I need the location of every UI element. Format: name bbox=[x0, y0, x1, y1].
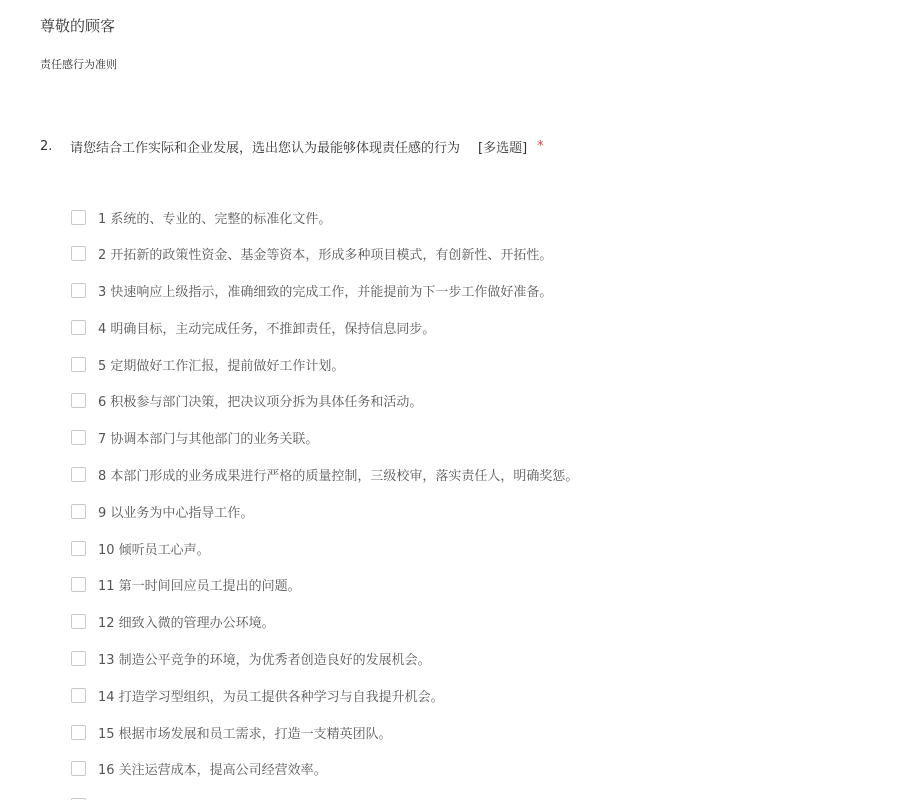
option-label: 10 倾听员工心声。 bbox=[98, 542, 210, 558]
option-item[interactable] bbox=[71, 242, 578, 266]
checkbox[interactable] bbox=[71, 430, 86, 445]
checkbox[interactable] bbox=[71, 688, 86, 703]
question-title bbox=[40, 136, 544, 156]
checkbox[interactable] bbox=[71, 761, 86, 776]
option-item[interactable] bbox=[71, 536, 578, 560]
option-list bbox=[71, 205, 578, 800]
option-label: 1 系统的、专业的、完整的标准化文件。 bbox=[98, 211, 332, 227]
checkbox[interactable] bbox=[71, 283, 86, 298]
question-text: 请您结合工作实际和企业发展，选出您认为最能够体现责任感的行为 bbox=[70, 140, 461, 156]
option-label: 14 打造学习型组织，为员工提供各种学习与自我提升机会。 bbox=[98, 689, 444, 705]
option-label: 3 快速响应上级指示，准确细致的完成工作，并能提前为下一步工作做好准备。 bbox=[98, 285, 553, 301]
option-label: 8 本部门形成的业务成果进行严格的质量控制，三级校审，落实责任人，明确奖惩。 bbox=[98, 469, 579, 485]
checkbox[interactable] bbox=[71, 651, 86, 666]
required-mark: * bbox=[537, 138, 544, 154]
option-item[interactable] bbox=[71, 683, 578, 707]
checkbox[interactable] bbox=[71, 577, 86, 592]
option-label: 11 第一时间回应员工提出的问题。 bbox=[98, 579, 301, 595]
checkbox[interactable] bbox=[71, 357, 86, 372]
checkbox[interactable] bbox=[71, 393, 86, 408]
option-label: 15 根据市场发展和员工需求，打造一支精英团队。 bbox=[98, 726, 392, 742]
checkbox[interactable] bbox=[71, 504, 86, 519]
option-label: 13 制造公平竞争的环境，为优秀者创造良好的发展机会。 bbox=[98, 653, 431, 669]
option-label: 6 积极参与部门决策，把决议项分拆为具体任务和活动。 bbox=[98, 395, 423, 411]
option-item[interactable] bbox=[71, 352, 578, 376]
checkbox[interactable] bbox=[71, 614, 86, 629]
option-item[interactable] bbox=[71, 389, 578, 413]
checkbox[interactable] bbox=[71, 210, 86, 225]
option-item[interactable] bbox=[71, 426, 578, 450]
option-label: 7 协调本部门与其他部门的业务关联。 bbox=[98, 432, 319, 448]
option-item[interactable] bbox=[71, 573, 578, 597]
survey-subtitle: 责任感行为准则 bbox=[40, 58, 117, 71]
checkbox[interactable] bbox=[71, 467, 86, 482]
greeting-heading: 尊敬的顾客 bbox=[40, 17, 116, 35]
option-item[interactable] bbox=[71, 463, 578, 487]
option-item[interactable] bbox=[71, 205, 578, 229]
option-item[interactable] bbox=[71, 720, 578, 744]
checkbox[interactable] bbox=[71, 541, 86, 556]
option-item[interactable] bbox=[71, 499, 578, 523]
checkbox[interactable] bbox=[71, 725, 86, 740]
question-number: 2. bbox=[40, 138, 53, 154]
question-type-tag: [多选题] bbox=[478, 140, 528, 156]
option-item[interactable] bbox=[71, 279, 578, 303]
option-item[interactable] bbox=[71, 610, 578, 634]
option-label: 2 开拓新的政策性资金、基金等资本，形成多种项目模式，有创新性、开拓性。 bbox=[98, 248, 553, 264]
option-item[interactable] bbox=[71, 794, 578, 800]
option-label: 16 关注运营成本，提高公司经营效率。 bbox=[98, 763, 327, 779]
option-item[interactable] bbox=[71, 757, 578, 781]
option-label: 5 定期做好工作汇报，提前做好工作计划。 bbox=[98, 358, 345, 374]
option-label: 9 以业务为中心指导工作。 bbox=[98, 505, 254, 521]
option-item[interactable] bbox=[71, 647, 578, 671]
checkbox[interactable] bbox=[71, 246, 86, 261]
checkbox[interactable] bbox=[71, 320, 86, 335]
option-label: 4 明确目标，主动完成任务，不推卸责任，保持信息同步。 bbox=[98, 321, 436, 337]
option-item[interactable] bbox=[71, 315, 578, 339]
option-label: 12 细致入微的管理办公环境。 bbox=[98, 616, 275, 632]
